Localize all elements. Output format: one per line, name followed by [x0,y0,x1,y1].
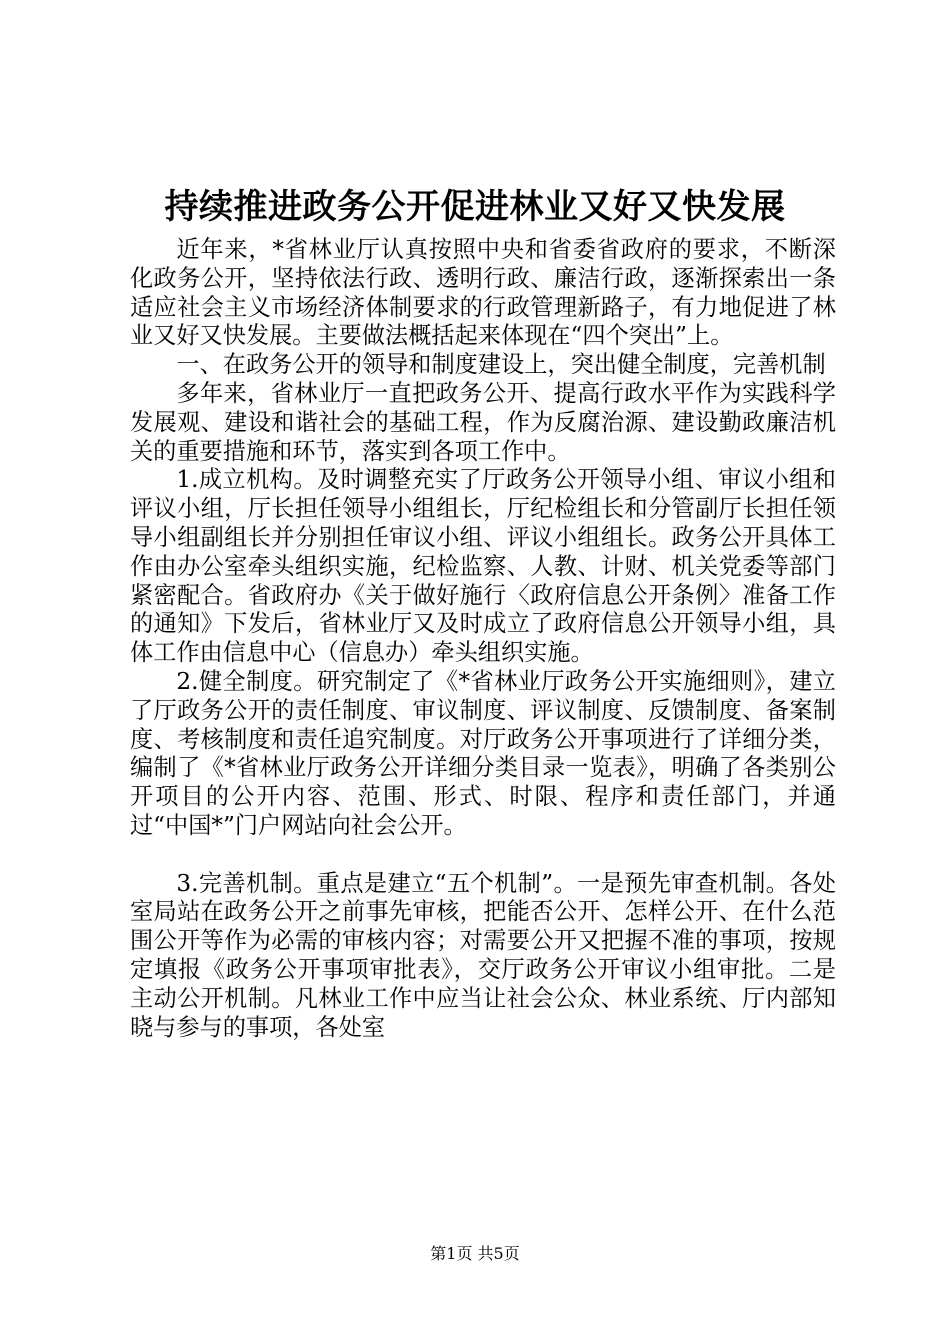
document-body [130,236,836,1042]
paragraph-item-3: 3.完善机制。重点是建立“五个机制”。一是预先审查机制。各处室局站在政务公开之前事先审核，把能否公开、怎样公开、在什么范围公开等作为必需的审核内容；对需要公开又把握不准的事项，按规定填报《政务公开事项审批表》，交厅政务公开审议小组审批。二是主动公开机制。凡林业工作中应当让社会公众、林业系统、厅内部知晓与参与的事项，各处室 [130,869,836,1041]
page-footer: 第1页 共5页 [430,1244,520,1263]
paragraph-intro: 近年来，*省林业厅认真按照中央和省委省政府的要求，不断深化政务公开，坚持依法行政、透明行政、廉洁行政，逐渐探索出一条适应社会主义市场经济体制要求的行政管理新路子，有力地促进了林业又好又快发展。主要做法概括起来体现在“四个突出”上。 [130,236,836,350]
paragraph-item-2: 2.健全制度。研究制定了《*省林业厅政务公开实施细则》，建立了厅政务公开的责任制度、审议制度、评议制度、反馈制度、备案制度、考核制度和责任追究制度。对厅政务公开事项进行了详细分类，编制了《*省林业厅政务公开详细分类目录一览表》，明确了各类别公开项目的公开内容、范围、形式、时限、程序和责任部门，并通过“中国*”门户网站向社会公开。 [130,667,836,839]
document-title: 持续推进政务公开促进林业又好又快发展 [164,187,786,227]
paragraph-item-1: 1.成立机构。及时调整充实了厅政务公开领导小组、审议小组和评议小组，厅长担任领导小组组长，厅纪检组长和分管副厅长担任领导小组副组长并分别担任审议小组、评议小组组长。政务公开具体工作由办公室牵头组织实施，纪检监察、人教、计财、机关党委等部门紧密配合。省政府办《关于做好施行〈政府信息公开条例〉准备工作的通知》下发后，省林业厅又及时成立了政府信息公开领导小组，具体工作由信息中心（信息办）牵头组织实施。 [130,466,836,667]
paragraph-overview: 多年来，省林业厅一直把政务公开、提高行政水平作为实践科学发展观、建设和谐社会的基础工程，作为反腐治源、建设勤政廉洁机关的重要措施和环节，落实到各项工作中。 [130,379,836,465]
section-heading-1: 一、在政务公开的领导和制度建设上，突出健全制度，完善机制 [176,351,826,379]
